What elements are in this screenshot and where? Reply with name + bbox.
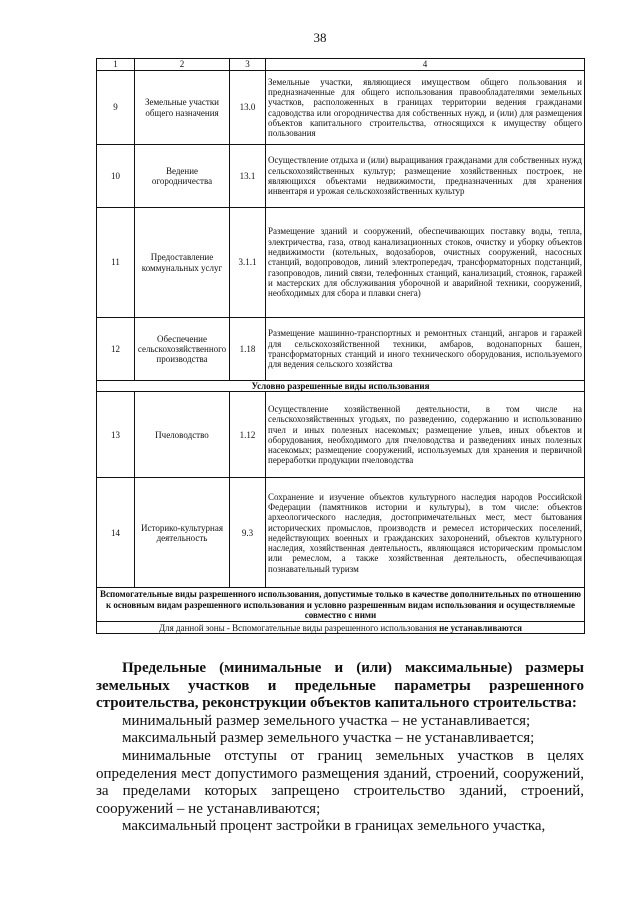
section-title-auxiliary: Вспомогательные виды разрешенного использования, допустимые только в качестве дополнительных по отношению к основным видам разрешенного использования и условно разрешенным видам использования и осуществляемые совместно с ними xyxy=(97,588,585,622)
page-number: 38 xyxy=(313,30,327,45)
table-header-row xyxy=(97,59,585,71)
use-type-name: Обеспечение сельскохозяйственного производства xyxy=(135,318,230,381)
regulation-text xyxy=(96,660,584,836)
use-type-description: Осуществление хозяйственной деятельности, в том числе на сельскохозяйственных угодьях, по разведению, содержанию и использованию пчел и иных полезных насекомых; размещение ульев, иных объектов и оборудования, необходимого для пчеловодства и разведениях иных полезных насекомых; размещение сооружений, используемых для хранения и первичной переработки продукции пчеловодства xyxy=(266,392,585,478)
parameter-item: максимальный размер земельного участка – не устанавливается; xyxy=(122,730,535,747)
use-type-code: 1.18 xyxy=(230,318,266,381)
table-row xyxy=(97,392,585,478)
use-type-name: Земельные участки общего назначения xyxy=(135,71,230,145)
header-cell: 3 xyxy=(230,59,266,71)
row-number: 13 xyxy=(97,392,135,478)
row-number: 12 xyxy=(97,318,135,381)
use-type-code: 13.1 xyxy=(230,145,266,208)
header-cell: 2 xyxy=(135,59,230,71)
parameter-item: минимальные отступы от границ земельных участков в целях определения мест допустимого размещения зданий, строений, сооружений, за пределами которых запрещено строительство зданий, строений, сооружений – не устанавливаются; xyxy=(96,747,584,817)
parameter-item: максимальный процент застройки в границах земельного участка, xyxy=(122,818,546,835)
table-zone-note-row xyxy=(97,622,585,634)
land-use-table xyxy=(96,58,585,634)
use-type-description: Сохранение и изучение объектов культурного наследия народов Российской Федерации (памятников истории и культуры), в том числе: объектов археологического наследия, достопримечательных мест, мест бытования исторических промыслов, производств и ремесел исторических поселений, недействующих военных и гражданских захоронений, объектов культурного наследия, хозяйственная деятельность, являющаяся историческим промыслом или ремеслом, а также хозяйственная деятельность, обеспечивающая познавательный туризм xyxy=(266,478,585,588)
table-row xyxy=(97,145,585,208)
use-type-description: Земельные участки, являющиеся имуществом общего пользования и предназначенные для общего использования правообладателями земельных участков, расположенных в границах территории ведения гражданами садоводства или огородничества для собственных нужд, и (или) для размещения объектов капитального строительства, относящихся к имуществу общего пользования xyxy=(266,71,585,145)
use-type-description: Размещение зданий и сооружений, обеспечивающих поставку воды, тепла, электричества, газа, отвод канализационных стоков, очистку и уборку объектов недвижимости (котельных, водозаборов, очистных сооружений, насосных станций, водопроводов, линий электропередач, трансформаторных подстанций, газопроводов, линий связи, телефонных станций, канализаций, стоянок, гаражей и мастерских для обслуживания уборочной и аварийной техники, сооружений, необходимых для сбора и плавки снега) xyxy=(266,208,585,318)
row-number: 14 xyxy=(97,478,135,588)
use-type-code: 13.0 xyxy=(230,71,266,145)
use-type-code: 1.12 xyxy=(230,392,266,478)
row-number: 10 xyxy=(97,145,135,208)
row-number: 11 xyxy=(97,208,135,318)
zone-note xyxy=(97,622,585,634)
row-number: 9 xyxy=(97,71,135,145)
use-type-name: Пчеловодство xyxy=(135,392,230,478)
section-title-conditional: Условно разрешенные виды использования xyxy=(97,381,585,392)
table-row xyxy=(97,208,585,318)
table-section-row xyxy=(97,588,585,622)
use-type-name: Предоставление коммунальных услуг xyxy=(135,208,230,318)
parameter-item: минимальный размер земельного участка – не устанавливается; xyxy=(122,712,531,729)
use-type-name: Ведение огородничества xyxy=(135,145,230,208)
use-type-description: Осуществление отдыха и (или) выращивания гражданами для собственных нужд сельскохозяйственных культур; размещение хозяйственных построек, не являющихся объектами недвижимости, предназначенных для хранения инвентаря и урожая сельскохозяйственных культур xyxy=(266,145,585,208)
parameters-heading: Предельные (минимальные и (или) максимальные) размеры земельных участков и предельные параметры разрешенного строительства, реконструкции объектов капитального строительства: xyxy=(96,660,584,712)
zone-note-prefix: Для данной зоны - Вспомогательные виды разрешенного использования xyxy=(159,622,437,633)
use-type-name: Историко-культурная деятельность xyxy=(135,478,230,588)
table-row xyxy=(97,71,585,145)
header-cell: 4 xyxy=(266,59,585,71)
table-section-row xyxy=(97,381,585,392)
zone-note-bold: не устанавливаются xyxy=(439,622,522,633)
use-type-code: 9.3 xyxy=(230,478,266,588)
use-type-code: 3.1.1 xyxy=(230,208,266,318)
table-row xyxy=(97,478,585,588)
header-cell: 1 xyxy=(97,59,135,71)
table-row xyxy=(97,318,585,381)
use-type-description: Размещение машинно-транспортных и ремонтных станций, ангаров и гаражей для сельскохозяйственной техники, амбаров, водонапорных башен, трансформаторных станций и иного технического оборудования, используемого для ведения сельского хозяйства xyxy=(266,318,585,381)
